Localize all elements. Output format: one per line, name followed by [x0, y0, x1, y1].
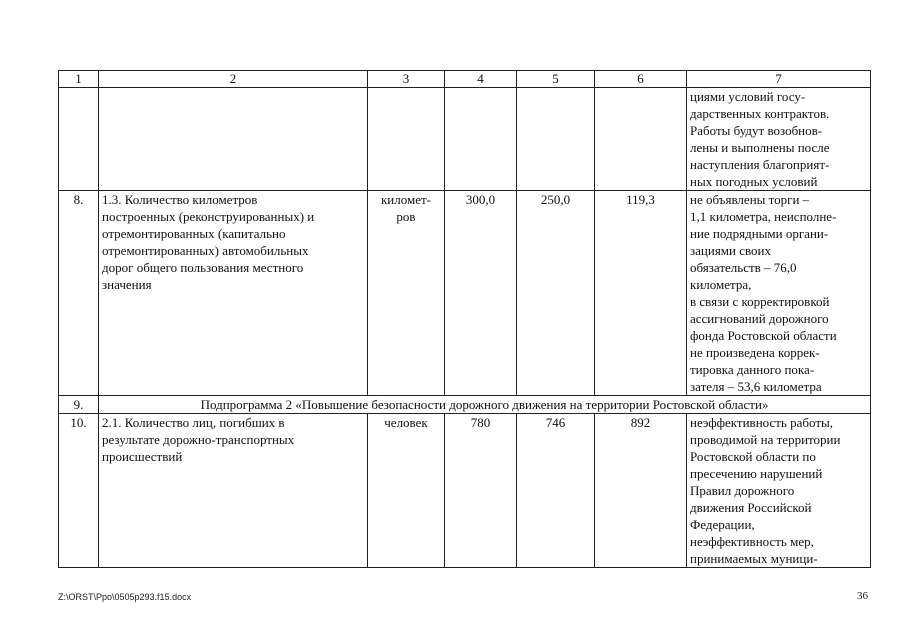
note-line: принимаемых муници- — [690, 551, 818, 566]
note-line: наступления благоприят- — [690, 157, 830, 172]
note-line: неэффективность работы, — [690, 415, 833, 430]
value-cell — [445, 88, 517, 191]
header-cell: 5 — [517, 71, 595, 88]
header-row — [59, 71, 871, 88]
header-cell: 2 — [99, 71, 368, 88]
note-cell — [687, 414, 871, 568]
value-cell: 250,0 — [517, 191, 595, 396]
note-cell — [687, 191, 871, 396]
indicator-cell — [99, 414, 368, 568]
table-row — [59, 414, 871, 568]
page-number: 36 — [857, 590, 868, 602]
file-path-footer: Z:\ORST\Ppo\0505p293.f15.docx — [58, 592, 192, 602]
note-line: не произведена коррек- — [690, 345, 820, 360]
note-line: зациями своих — [690, 243, 772, 258]
note-line: циями условий госу- — [690, 89, 806, 104]
note-line: Работы будут возобнов- — [690, 123, 823, 138]
note-line: зателя – 53,6 километра — [690, 379, 822, 394]
subprogram-row — [59, 396, 871, 414]
row-number-cell: 8. — [59, 191, 99, 396]
note-line: Правил дорожного — [690, 483, 795, 498]
note-line: ных погодных условий — [690, 174, 818, 189]
unit-line: ров — [396, 209, 416, 224]
note-line: в связи с корректировкой — [690, 294, 830, 309]
note-line: тировка данного пока- — [690, 362, 815, 377]
report-table — [58, 70, 871, 568]
header-cell: 7 — [687, 71, 871, 88]
value-cell: 780 — [445, 414, 517, 568]
note-line: километра, — [690, 277, 752, 292]
unit-cell — [368, 88, 445, 191]
subprogram-title: Подпрограмма 2 «Повышение безопасности дорожного движения на территории Ростовской области» — [99, 396, 871, 414]
note-line: дарственных контрактов. — [690, 106, 830, 121]
value-cell — [517, 88, 595, 191]
indicator-line: дорог общего пользования местного — [102, 260, 304, 275]
table-row — [59, 191, 871, 396]
note-line: лены и выполнены после — [690, 140, 830, 155]
note-line: неэффективность мер, — [690, 534, 814, 549]
indicator-line: отремонтированных (капитально — [102, 226, 286, 241]
header-cell: 4 — [445, 71, 517, 88]
row-number-cell: 9. — [59, 396, 99, 414]
note-line: проводимой на территории — [690, 432, 841, 447]
indicator-line: отремонтированных) автомобильных — [102, 243, 309, 258]
note-line: фонда Ростовской области — [690, 328, 837, 343]
value-cell: 119,3 — [595, 191, 687, 396]
value-cell: 300,0 — [445, 191, 517, 396]
note-line: Ростовской области по — [690, 449, 816, 464]
value-cell — [595, 88, 687, 191]
note-line: пресечению нарушений — [690, 466, 823, 481]
note-line: движения Российской — [690, 500, 812, 515]
note-cell — [687, 88, 871, 191]
value-cell: 892 — [595, 414, 687, 568]
note-line: 1,1 километра, неисполне- — [690, 209, 837, 224]
indicator-line: происшествий — [102, 449, 183, 464]
note-line: ассигнований дорожного — [690, 311, 829, 326]
header-cell: 3 — [368, 71, 445, 88]
header-cell: 1 — [59, 71, 99, 88]
header-cell: 6 — [595, 71, 687, 88]
indicator-line: 1.3. Количество километров — [102, 192, 258, 207]
note-line: обязательств – 76,0 — [690, 260, 797, 275]
unit-line: километ- — [380, 192, 432, 207]
note-line: ние подрядными органи- — [690, 226, 829, 241]
indicator-cell — [99, 191, 368, 396]
unit-cell: человек — [368, 414, 445, 568]
continuation-row — [59, 88, 871, 191]
indicator-line: 2.1. Количество лиц, погибших в — [102, 415, 285, 430]
unit-cell — [368, 191, 445, 396]
note-line: Федерации, — [690, 517, 755, 532]
indicator-line: значения — [102, 277, 152, 292]
row-number-cell: 10. — [59, 414, 99, 568]
indicator-line: построенных (реконструированных) и — [102, 209, 315, 224]
row-number-cell — [59, 88, 99, 191]
indicator-line: результате дорожно-транспортных — [102, 432, 295, 447]
value-cell: 746 — [517, 414, 595, 568]
indicator-cell — [99, 88, 368, 191]
note-line: не объявлены торги – — [690, 192, 810, 207]
